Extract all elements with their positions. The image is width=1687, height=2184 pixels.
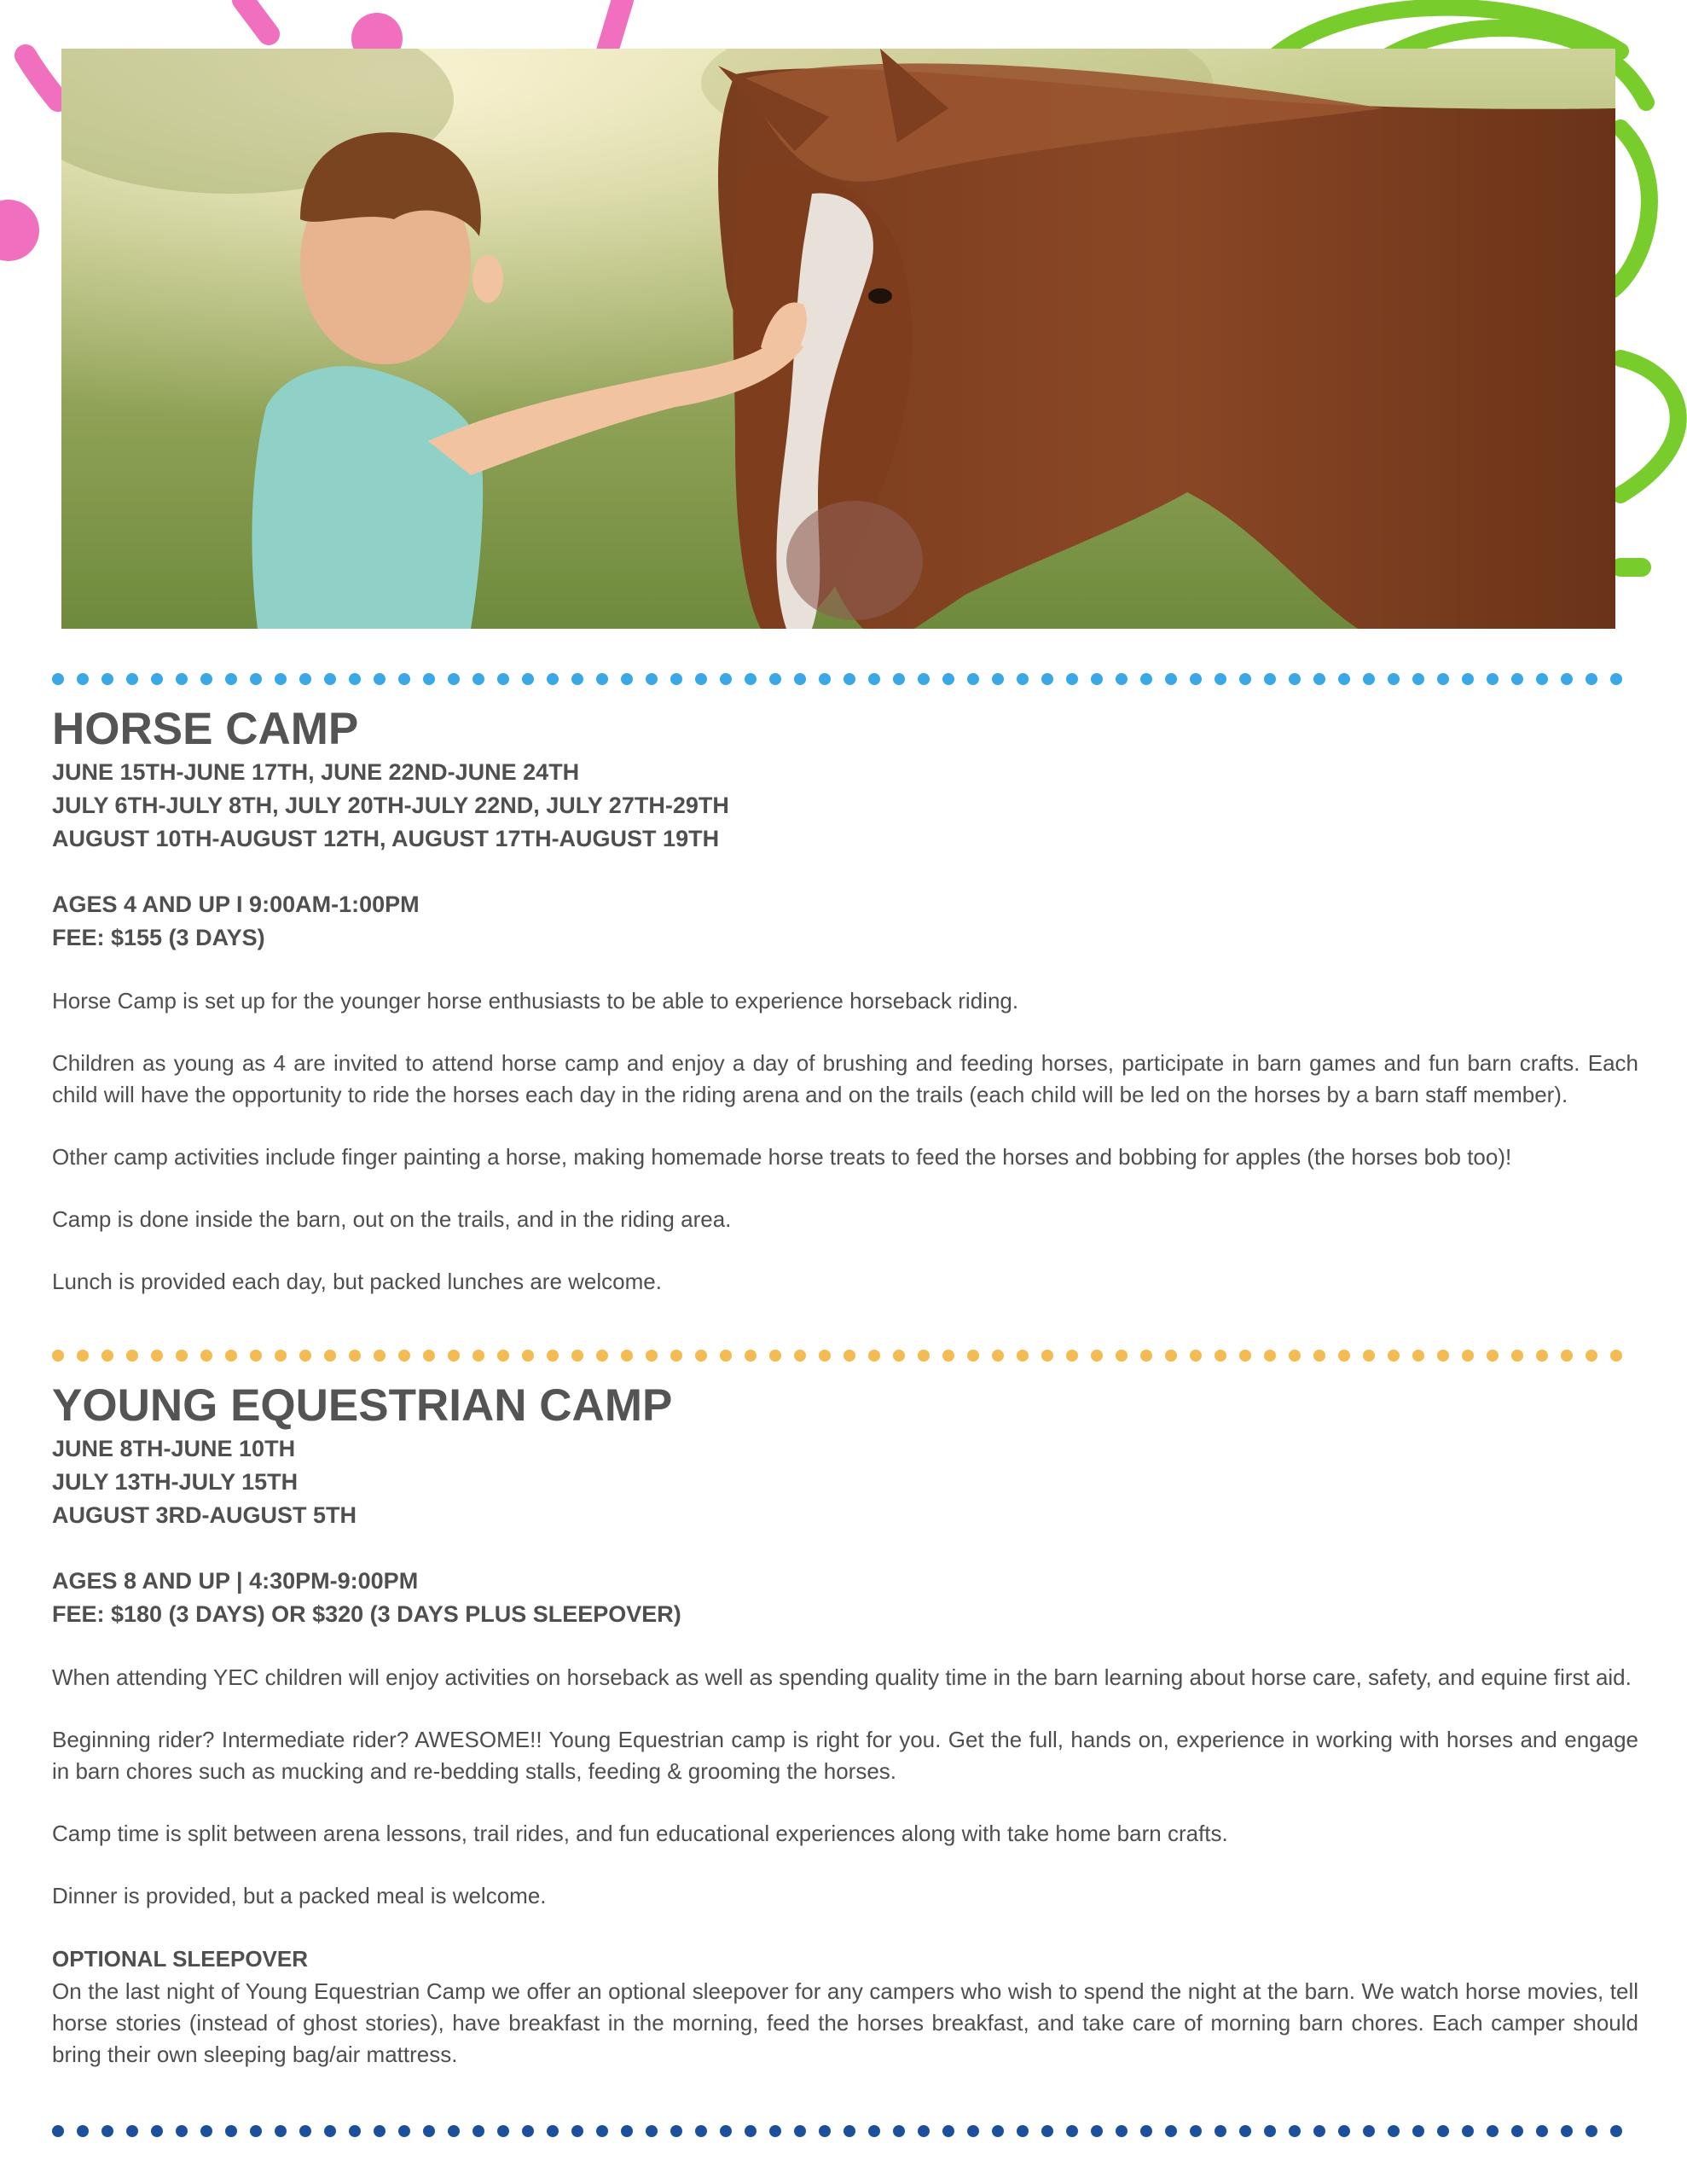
divider-dot xyxy=(1388,1350,1400,1362)
divider-dot xyxy=(720,673,732,685)
divider-dot xyxy=(349,1350,361,1362)
divider-dot xyxy=(448,673,460,685)
divider-dot xyxy=(200,2125,212,2137)
divider-dot xyxy=(324,2125,336,2137)
divider-dot xyxy=(423,673,435,685)
divider-dot xyxy=(1338,1350,1350,1362)
yec-dates-line: JULY 13TH-JULY 15TH xyxy=(52,1469,299,1495)
divider-dot xyxy=(967,1350,979,1362)
divider-dot xyxy=(1437,1350,1449,1362)
divider-dot xyxy=(868,673,880,685)
divider-dot xyxy=(1462,673,1474,685)
navy-dotted-divider xyxy=(49,2123,1627,2140)
divider-dot xyxy=(1363,2125,1375,2137)
divider-dot xyxy=(571,673,583,685)
divider-dot xyxy=(1264,2125,1276,2137)
divider-dot xyxy=(349,673,361,685)
divider-dot xyxy=(77,673,89,685)
divider-dot xyxy=(745,1350,757,1362)
divider-dot xyxy=(126,1350,138,1362)
divider-dot xyxy=(646,2125,658,2137)
divider-dot xyxy=(1338,673,1350,685)
divider-dot xyxy=(621,1350,633,1362)
divider-dot xyxy=(423,2125,435,2137)
divider-dot xyxy=(1363,673,1375,685)
divider-dot xyxy=(324,673,336,685)
divider-dot xyxy=(918,673,930,685)
divider-dot xyxy=(1586,673,1597,685)
divider-dot xyxy=(275,2125,287,2137)
divider-dot xyxy=(151,673,163,685)
divider-dot xyxy=(670,1350,682,1362)
divider-dot xyxy=(992,1350,1004,1362)
divider-dot xyxy=(522,673,534,685)
divider-dot xyxy=(200,673,212,685)
divider-dot xyxy=(176,673,188,685)
divider-dot xyxy=(967,2125,979,2137)
divider-dot xyxy=(1289,2125,1301,2137)
divider-dot xyxy=(225,2125,237,2137)
yec-paragraph: Beginning rider? Intermediate rider? AWESOME!! Young Equestrian camp is right for you. Get the full, hands on, experience in working with horses and engage in barn chores such as mucking and re-bedding stalls, feeding & grooming the horses. xyxy=(52,1727,1638,1784)
divider-dot xyxy=(1462,2125,1474,2137)
divider-dot xyxy=(1536,673,1548,685)
divider-dot xyxy=(176,1350,188,1362)
divider-dot xyxy=(670,2125,682,2137)
divider-dot xyxy=(621,673,633,685)
horse-camp-paragraph: Children as young as 4 are invited to attend horse camp and enjoy a day of brushing and feeding horses, participate in barn games and fun barn crafts. Each child will have the opportunity to ride the horses each day in the riding arena and on the trails (each child will be led on the horses by a barn staff member). xyxy=(52,1050,1638,1107)
divider-dot xyxy=(299,2125,311,2137)
divider-dot xyxy=(126,673,138,685)
divider-dot xyxy=(646,1350,658,1362)
divider-dot xyxy=(819,2125,831,2137)
divider-dot xyxy=(299,1350,311,1362)
divider-dot xyxy=(1511,1350,1523,1362)
divider-dot xyxy=(374,2125,386,2137)
divider-dot xyxy=(547,1350,559,1362)
divider-dot xyxy=(1487,673,1499,685)
divider-dot xyxy=(819,1350,831,1362)
divider-dot xyxy=(1412,673,1424,685)
divider-dot xyxy=(324,1350,336,1362)
divider-dot xyxy=(720,1350,732,1362)
divider-dot xyxy=(1388,673,1400,685)
divider-dot xyxy=(1338,2125,1350,2137)
divider-dot xyxy=(275,673,287,685)
divider-dot xyxy=(1412,1350,1424,1362)
divider-dot xyxy=(769,2125,781,2137)
horse-camp-dates-line: JUNE 15TH-JUNE 17TH, JUNE 22ND-JUNE 24TH xyxy=(52,759,580,785)
divider-dot xyxy=(1239,1350,1251,1362)
divider-dot xyxy=(1561,1350,1573,1362)
divider-dot xyxy=(596,2125,608,2137)
divider-dot xyxy=(893,1350,905,1362)
divider-dot xyxy=(844,2125,855,2137)
divider-dot xyxy=(101,673,113,685)
divider-dot xyxy=(794,673,806,685)
divider-dot xyxy=(398,2125,410,2137)
orange-dotted-divider xyxy=(49,1347,1627,1364)
yec-paragraph: Dinner is provided, but a packed meal is welcome. xyxy=(52,1883,547,1908)
divider-dot xyxy=(472,673,484,685)
divider-dot xyxy=(868,2125,880,2137)
divider-dot xyxy=(819,673,831,685)
divider-dot xyxy=(1487,1350,1499,1362)
divider-dot xyxy=(497,1350,509,1362)
divider-dot xyxy=(844,1350,855,1362)
divider-dot xyxy=(1190,1350,1202,1362)
divider-dot xyxy=(1511,673,1523,685)
divider-dot xyxy=(1363,1350,1375,1362)
divider-dot xyxy=(299,673,311,685)
divider-dot xyxy=(1289,1350,1301,1362)
divider-dot xyxy=(720,2125,732,2137)
yec-dates-line: AUGUST 3RD-AUGUST 5TH xyxy=(52,1502,357,1528)
divider-dot xyxy=(77,2125,89,2137)
horse-camp-fee: FEE: $155 (3 DAYS) xyxy=(52,925,265,950)
divider-dot xyxy=(1190,673,1202,685)
divider-dot xyxy=(1511,2125,1523,2137)
divider-dot xyxy=(596,1350,608,1362)
blue-dotted-divider xyxy=(49,671,1627,688)
divider-dot xyxy=(1586,1350,1597,1362)
sleepover-text: On the last night of Young Equestrian Camp we offer an optional sleepover for any campers who wish to spend the night at the barn. We watch horse movies, tell horse stories (instead of ghost stories), have breakfast in the morning, feed the horses breakfast, and take care of morning barn chores. Each camper should bring their own sleeping bag/air mattress. xyxy=(52,1978,1638,2067)
divider-dot xyxy=(571,1350,583,1362)
divider-dot xyxy=(1313,1350,1325,1362)
divider-dot xyxy=(1165,1350,1177,1362)
divider-dot xyxy=(250,673,262,685)
divider-dot xyxy=(1165,673,1177,685)
divider-dot xyxy=(1140,2125,1152,2137)
divider-dot xyxy=(1116,2125,1128,2137)
divider-dot xyxy=(571,2125,583,2137)
divider-dot xyxy=(1264,1350,1276,1362)
divider-dot xyxy=(868,1350,880,1362)
horse-camp-paragraph: Horse Camp is set up for the younger horse enthusiasts to be able to experience horseback riding. xyxy=(52,988,1019,1014)
yec-ages-time: AGES 8 AND UP | 4:30PM-9:00PM xyxy=(52,1568,419,1594)
divider-dot xyxy=(1017,1350,1029,1362)
divider-dot xyxy=(1610,673,1622,685)
divider-dot xyxy=(1017,2125,1029,2137)
divider-dot xyxy=(646,673,658,685)
divider-dot xyxy=(1066,2125,1078,2137)
divider-dot xyxy=(151,2125,163,2137)
divider-dot xyxy=(126,2125,138,2137)
yec-paragraph: When attending YEC children will enjoy activities on horseback as well as spending quality time in the barn learning about horse care, safety, and equine first aid. xyxy=(52,1664,1632,1690)
divider-dot xyxy=(769,673,781,685)
divider-dot xyxy=(942,2125,954,2137)
divider-dot xyxy=(942,673,954,685)
divider-dot xyxy=(275,1350,287,1362)
divider-dot xyxy=(1215,1350,1226,1362)
divider-dot xyxy=(52,1350,64,1362)
divider-dot xyxy=(225,673,237,685)
divider-dot xyxy=(1190,2125,1202,2137)
divider-dot xyxy=(1313,673,1325,685)
divider-dot xyxy=(1017,673,1029,685)
divider-dot xyxy=(448,2125,460,2137)
divider-dot xyxy=(1536,2125,1548,2137)
yec-title: YOUNG EQUESTRIAN CAMP xyxy=(52,1380,673,1431)
divider-dot xyxy=(1239,2125,1251,2137)
divider-dot xyxy=(1487,2125,1499,2137)
divider-dot xyxy=(1561,2125,1573,2137)
divider-dot xyxy=(621,2125,633,2137)
divider-dot xyxy=(448,1350,460,1362)
divider-dot xyxy=(1388,2125,1400,2137)
divider-dot xyxy=(942,1350,954,1362)
divider-dot xyxy=(1091,2125,1103,2137)
divider-dot xyxy=(1091,673,1103,685)
divider-dot xyxy=(918,1350,930,1362)
divider-dot xyxy=(1610,2125,1622,2137)
divider-dot xyxy=(1561,673,1573,685)
divider-dot xyxy=(1140,673,1152,685)
divider-dot xyxy=(151,1350,163,1362)
divider-dot xyxy=(1462,1350,1474,1362)
divider-dot xyxy=(1437,2125,1449,2137)
divider-dot xyxy=(695,2125,707,2137)
divider-dot xyxy=(1041,2125,1053,2137)
divider-dot xyxy=(225,1350,237,1362)
horse-camp-paragraph: Lunch is provided each day, but packed lunches are welcome. xyxy=(52,1269,662,1294)
divider-dot xyxy=(398,673,410,685)
divider-dot xyxy=(794,2125,806,2137)
divider-dot xyxy=(1041,673,1053,685)
divider-dot xyxy=(967,673,979,685)
horse-camp-title: HORSE CAMP xyxy=(52,704,359,754)
divider-dot xyxy=(497,2125,509,2137)
divider-dot xyxy=(349,2125,361,2137)
divider-dot xyxy=(398,1350,410,1362)
divider-dot xyxy=(52,2125,64,2137)
divider-dot xyxy=(1437,673,1449,685)
divider-dot xyxy=(374,1350,386,1362)
divider-dot xyxy=(596,673,608,685)
divider-dot xyxy=(1313,2125,1325,2137)
horse-camp-ages-time: AGES 4 AND UP I 9:00AM-1:00PM xyxy=(52,892,420,917)
divider-dot xyxy=(101,2125,113,2137)
divider-dot xyxy=(522,1350,534,1362)
divider-dot xyxy=(769,1350,781,1362)
horse-camp-dates-line: JULY 6TH-JULY 8TH, JULY 20TH-JULY 22ND, JULY 27TH-29TH xyxy=(52,793,729,818)
divider-dot xyxy=(374,673,386,685)
divider-dot xyxy=(472,1350,484,1362)
divider-dot xyxy=(893,2125,905,2137)
divider-dot xyxy=(547,2125,559,2137)
divider-dot xyxy=(1165,2125,1177,2137)
divider-dot xyxy=(1116,1350,1128,1362)
divider-dot xyxy=(472,2125,484,2137)
yec-paragraph: Camp time is split between arena lessons, trail rides, and fun educational experiences along with take home barn crafts. xyxy=(52,1821,1228,1846)
divider-dot xyxy=(497,673,509,685)
divider-dot xyxy=(794,1350,806,1362)
yec-fee: FEE: $180 (3 DAYS) OR $320 (3 DAYS PLUS SLEEPOVER) xyxy=(52,1601,681,1627)
divider-dot xyxy=(893,673,905,685)
divider-dot xyxy=(1066,673,1078,685)
divider-dot xyxy=(522,2125,534,2137)
horse-camp-paragraph: Other camp activities include finger painting a horse, making homemade horse treats to feed the horses and bobbing for apples (the horses bob too)! xyxy=(52,1144,1512,1170)
divider-dot xyxy=(200,1350,212,1362)
divider-dot xyxy=(101,1350,113,1362)
divider-dot xyxy=(176,2125,188,2137)
young-equestrian-camp-section xyxy=(52,1380,1638,2071)
horse-camp-section xyxy=(52,703,1638,1298)
divider-dot xyxy=(77,1350,89,1362)
divider-dot xyxy=(1239,673,1251,685)
divider-dot xyxy=(423,1350,435,1362)
divider-dot xyxy=(1066,1350,1078,1362)
sleepover-heading: OPTIONAL SLEEPOVER xyxy=(52,1946,309,1972)
divider-dot xyxy=(1215,2125,1226,2137)
yec-dates-line: JUNE 8TH-JUNE 10TH xyxy=(52,1436,296,1461)
divider-dot xyxy=(695,673,707,685)
horse-camp-paragraph: Camp is done inside the barn, out on the trails, and in the riding area. xyxy=(52,1206,732,1232)
divider-dot xyxy=(250,2125,262,2137)
divider-dot xyxy=(695,1350,707,1362)
divider-dot xyxy=(1116,673,1128,685)
divider-dot xyxy=(745,2125,757,2137)
hero-photo xyxy=(61,49,1615,629)
divider-dot xyxy=(250,1350,262,1362)
divider-dot xyxy=(918,2125,930,2137)
horse-camp-dates-line: AUGUST 10TH-AUGUST 12TH, AUGUST 17TH-AUGUST 19TH xyxy=(52,826,720,851)
divider-dot xyxy=(992,2125,1004,2137)
divider-dot xyxy=(1041,1350,1053,1362)
divider-dot xyxy=(670,673,682,685)
divider-dot xyxy=(1586,2125,1597,2137)
divider-dot xyxy=(1412,2125,1424,2137)
divider-dot xyxy=(1536,1350,1548,1362)
divider-dot xyxy=(1610,1350,1622,1362)
divider-dot xyxy=(844,673,855,685)
divider-dot xyxy=(745,673,757,685)
divider-dot xyxy=(1140,1350,1152,1362)
divider-dot xyxy=(1091,1350,1103,1362)
divider-dot xyxy=(1289,673,1301,685)
divider-dot xyxy=(1264,673,1276,685)
divider-dot xyxy=(1215,673,1226,685)
divider-dot xyxy=(992,673,1004,685)
divider-dot xyxy=(547,673,559,685)
divider-dot xyxy=(52,673,64,685)
